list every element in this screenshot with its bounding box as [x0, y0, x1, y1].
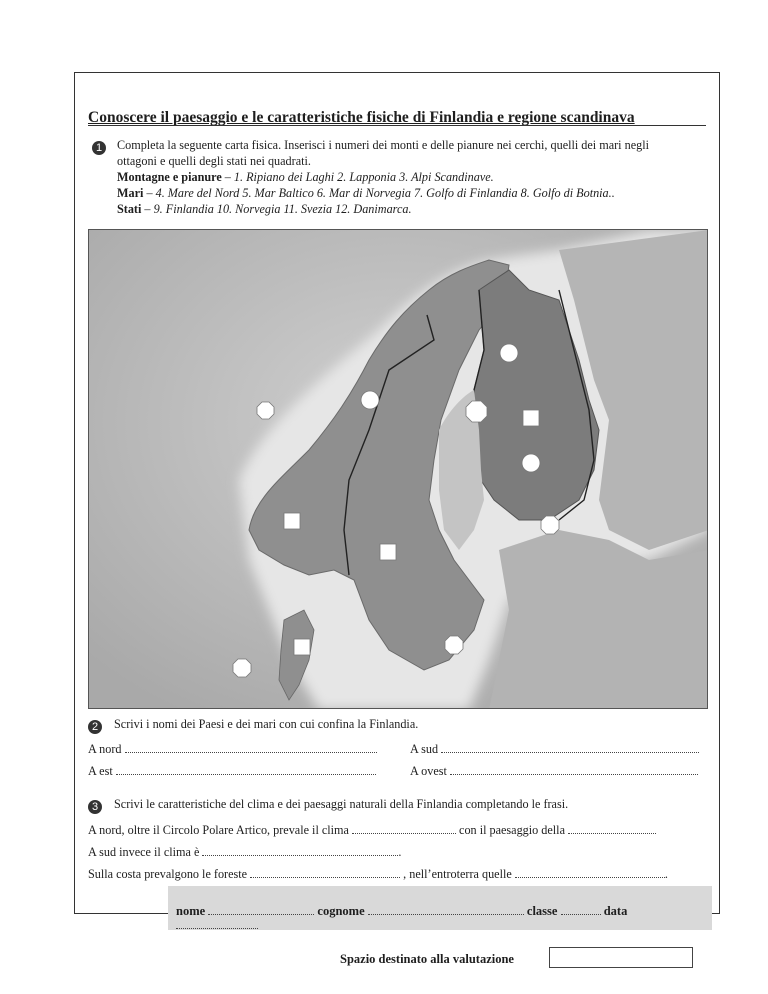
coast-forest-answer[interactable]	[250, 868, 400, 878]
answer-octagon[interactable]	[257, 402, 274, 419]
student-info-box	[168, 886, 712, 930]
baltic-land	[489, 530, 708, 709]
mountains-legend	[117, 170, 494, 185]
exercise-2-instruction: Scrivi i nomi dei Paesi e dei mari con cui confina la Finlandia.	[114, 717, 419, 731]
worksheet-title: Conoscere il paesaggio e le caratteristiche fisiche di Finlandia e regione scandinava	[88, 109, 635, 126]
dash: –	[144, 202, 151, 216]
answer-circle[interactable]	[361, 391, 379, 409]
west-label: A ovest	[410, 764, 447, 778]
dash: –	[224, 170, 231, 184]
climate-north-answer[interactable]	[352, 824, 456, 834]
sentence-3-middle: , nell’entroterra quelle	[403, 867, 512, 881]
nome-label: nome	[176, 904, 206, 918]
north-answer[interactable]	[125, 743, 377, 753]
east-answer[interactable]	[116, 765, 376, 775]
answer-square[interactable]	[523, 410, 539, 426]
exercise-2-badge: 2	[88, 720, 102, 734]
map-svg	[89, 230, 708, 709]
sentence-1-start: A nord, oltre il Circolo Polare Artico, prevale il clima	[88, 823, 349, 837]
student-info-fields	[176, 904, 627, 919]
east-label: A est	[88, 764, 113, 778]
west-answer[interactable]	[450, 765, 698, 775]
seas-legend	[117, 186, 615, 201]
exercise-3-badge: 3	[88, 800, 102, 814]
states-legend	[117, 202, 412, 217]
cognome-field[interactable]	[368, 905, 524, 915]
dash: –	[146, 186, 153, 200]
answer-octagon[interactable]	[466, 401, 487, 422]
states-label: Stati	[117, 202, 142, 216]
south-label: A sud	[410, 742, 439, 756]
landscape-north-answer[interactable]	[568, 824, 656, 834]
sentence-2-end: .	[398, 845, 402, 859]
answer-octagon[interactable]	[541, 516, 559, 534]
answer-circle[interactable]	[522, 454, 540, 472]
data-field[interactable]	[176, 919, 258, 929]
sentence-3	[88, 867, 668, 882]
sentence-1	[88, 823, 656, 838]
inland-forest-answer[interactable]	[515, 868, 665, 878]
data-label: data	[603, 904, 628, 918]
answer-square[interactable]	[380, 544, 396, 560]
mountains-label: Montagne e pianure	[117, 170, 222, 184]
answer-octagon[interactable]	[445, 636, 463, 654]
nome-field[interactable]	[208, 905, 314, 915]
seas-label: Mari	[117, 186, 144, 200]
sentence-3-start: Sulla costa prevalgono le foreste	[88, 867, 248, 881]
sentence-2	[88, 845, 401, 860]
title-underline	[88, 125, 706, 126]
sentence-2-start: A sud invece il clima è	[88, 845, 200, 859]
answer-circle[interactable]	[500, 344, 518, 362]
north-line	[88, 742, 377, 757]
evaluation-label: Spazio destinato alla valutazione	[340, 952, 514, 966]
west-line	[410, 764, 698, 779]
evaluation-box[interactable]	[549, 947, 693, 968]
exercise-3-instruction: Scrivi le caratteristiche del clima e dei paesaggi naturali della Finlandia completando le frasi.	[114, 797, 569, 811]
classe-field[interactable]	[561, 905, 601, 915]
classe-label: classe	[526, 904, 558, 918]
exercise-1-line2: ottagoni e quelli degli stati nei quadrati.	[117, 154, 311, 168]
north-label: A nord	[88, 742, 122, 756]
physical-map	[88, 229, 708, 709]
mountains-items: 1. Ripiano dei Laghi 2. Lapponia 3. Alpi Scandinave.	[233, 170, 494, 184]
sentence-1-middle: con il paesaggio della	[459, 823, 565, 837]
data-line	[176, 918, 258, 933]
answer-octagon[interactable]	[233, 659, 251, 677]
south-line	[410, 742, 699, 757]
exercise-1-line1: Completa la seguente carta fisica. Inserisci i numeri dei monti e delle pianure nei cerchi, quelli dei mari negli	[117, 138, 649, 152]
answer-square[interactable]	[284, 513, 300, 529]
exercise-1-badge: 1	[92, 141, 106, 155]
cognome-label: cognome	[317, 904, 365, 918]
seas-items: 4. Mare del Nord 5. Mar Baltico 6. Mar di Norvegia 7. Golfo di Finlandia 8. Golfo di Botnia..	[155, 186, 615, 200]
climate-south-answer[interactable]	[202, 846, 398, 856]
sentence-3-end: .	[664, 867, 668, 881]
states-items: 9. Finlandia 10. Norvegia 11. Svezia 12. Danimarca.	[153, 202, 412, 216]
south-answer[interactable]	[441, 743, 699, 753]
answer-square[interactable]	[294, 639, 310, 655]
east-line	[88, 764, 376, 779]
